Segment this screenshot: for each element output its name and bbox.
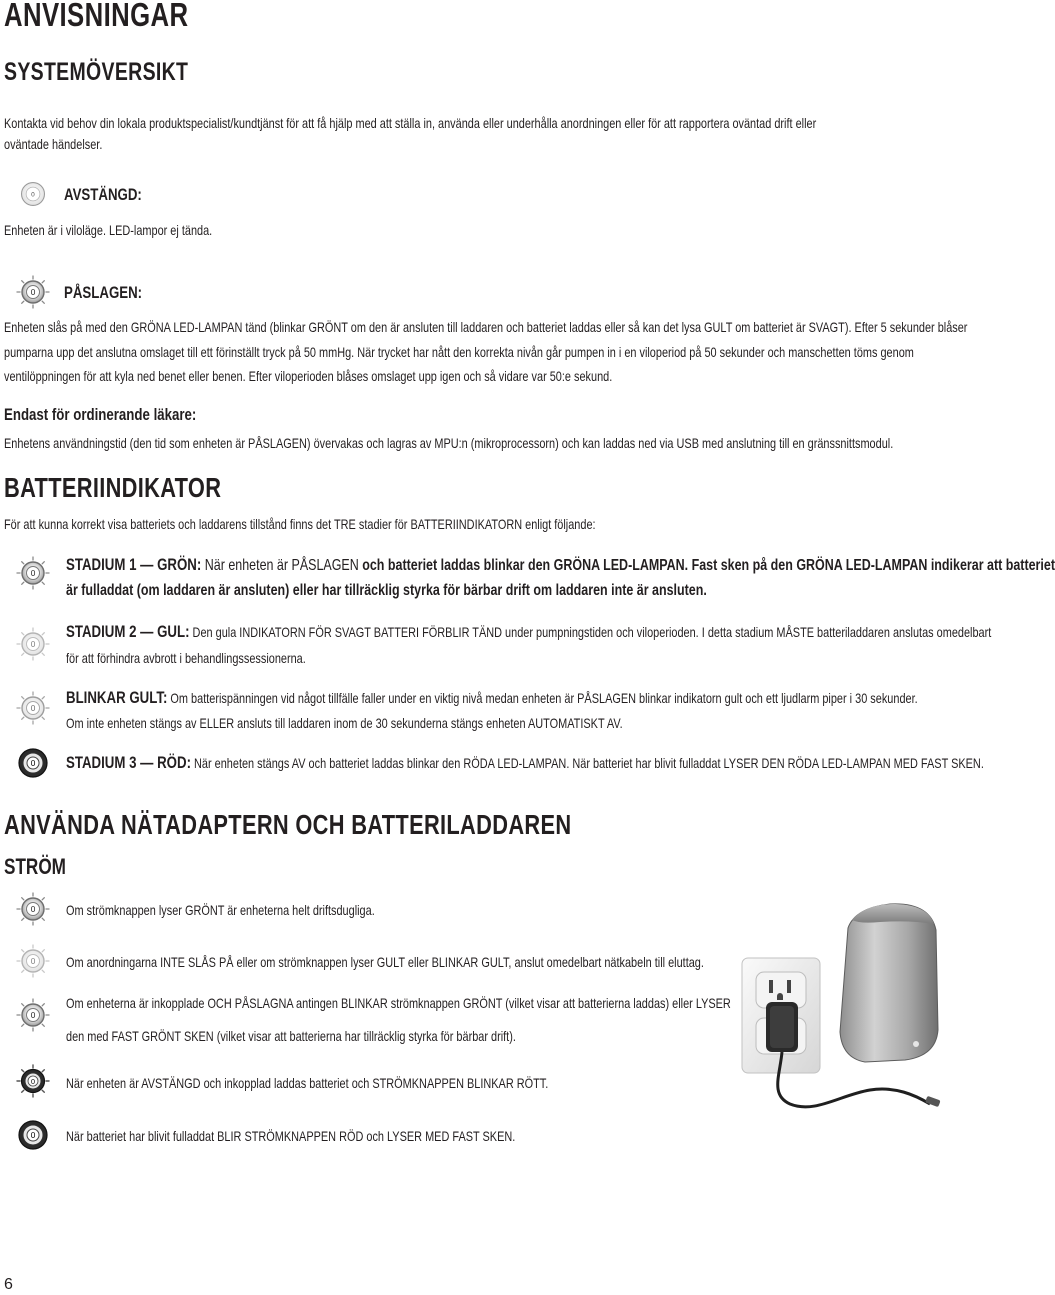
power-button-yellow-icon [16, 627, 50, 661]
svg-text:0: 0 [30, 759, 36, 768]
power-button-green-icon [16, 998, 50, 1032]
blink-text: Om batterispänningen vid något tillfälle faller under en viktig nivå medan enheten är PÅSLAGEN blinkar indikatorn gult och ett ljudlarm piper i 30 sekunder. [167, 690, 918, 706]
svg-text:0: 0 [30, 569, 36, 578]
subheading-power: STRÖM [4, 854, 66, 879]
charger-device-illustration [730, 890, 945, 1120]
power-item2: Om anordningarna INTE SLÅS PÅ eller om strömknappen lyser GULT eller BLINKAR GULT, anslut omedelbart nätkabeln till eluttag. [66, 954, 704, 970]
power-item3-line1: Om enheterna är inkopplade OCH PÅSLAGNA antingen BLINKAR strömknappen GRÖNT (vilket visar att batterierna laddas) eller LYSER [66, 995, 731, 1011]
svg-text:0: 0 [30, 704, 36, 713]
power-button-red-blinking-icon [16, 1064, 50, 1098]
stage1-line2: är fulladdat (om laddaren är ansluten) eller har tillräcklig styrka för bärbar drift om laddaren inte är ansluten. [66, 582, 707, 599]
page-number: 6 [4, 1276, 13, 1293]
section-heading-battery: BATTERIINDIKATOR [4, 472, 222, 503]
on-text-line3: ventilöppningen för att kyla ned benet eller benen. Efter viloperioden blåses omslaget upp igen och så vidare var 50:e sekund. [4, 368, 613, 384]
stage3-label: STADIUM 3 — RÖD: [66, 753, 191, 772]
power-item1: Om strömknappen lyser GRÖNT är enheterna helt driftsdugliga. [66, 902, 375, 918]
svg-text:0: 0 [30, 1131, 36, 1140]
blink-line2: Om inte enheten stängs av ELLER ansluts till laddaren inom de 30 sekunderna stängs enheten AUTOMATISKT AV. [66, 715, 623, 731]
power-item3-line2: den med FAST GRÖNT SKEN (vilket visar att batterierna har tillräcklig styrka för bärbar drift). [66, 1028, 516, 1044]
power-button-green-icon [16, 556, 50, 590]
svg-text:0: 0 [30, 1078, 36, 1086]
stage3-text: När enheten stängs AV och batteriet laddas blinkar den RÖDA LED-LAMPAN. När batteriet har blivit fulladdat LYSER DEN RÖDA LED-LAMPAN MED FAST SKEN. [190, 755, 984, 771]
off-label: AVSTÄNGD: [64, 185, 142, 204]
blink-line1 [66, 689, 918, 707]
power-button-on-icon [16, 275, 50, 309]
power-item4: När enheten är AVSTÄNGD och inkopplad laddas batteriet och STRÖMKNAPPEN BLINKAR RÖTT. [66, 1075, 549, 1091]
off-text: Enheten är i viloläge. LED-lampor ej tända. [4, 222, 213, 238]
on-text-line2: pumparna upp det anslutna omslaget till ett förinställt tryck på 50 mmHg. När trycket har nått den korrekta nivån går pumpen in i en viloperiod på 50 sekunder och manschetten töms genom [4, 344, 914, 360]
section-heading-adapter: ANVÄNDA NÄTADAPTERN OCH BATTERILADDAREN [4, 809, 572, 840]
page-title: ANVISNINGAR [4, 0, 189, 33]
physician-label: Endast för ordinerande läkare: [4, 405, 197, 424]
battery-intro: För att kunna korrekt visa batteriets och laddarens tillstånd finns det TRE stadier för BATTERIINDIKATORN enligt följande: [4, 516, 596, 532]
physician-text: Enhetens användningstid (den tid som enheten är PÅSLAGEN) övervakas och lagras av MPU:n (mikroprocessorn) och kan laddas ned via USB med anslutning till en gränssnittsmodul. [4, 435, 894, 451]
stage1-plain: När enheten är PÅSLAGEN [201, 557, 363, 574]
section-heading-overview: SYSTEMÖVERSIKT [4, 58, 189, 86]
svg-text:0: 0 [30, 288, 36, 297]
stage2-line1 [66, 623, 991, 641]
svg-text:0: 0 [30, 957, 36, 966]
svg-text:0: 0 [30, 640, 36, 649]
svg-text:0: 0 [31, 191, 35, 199]
stage2-label: STADIUM 2 — GUL: [66, 622, 190, 641]
power-button-red-icon [16, 746, 50, 780]
power-button-red-icon [16, 1118, 50, 1152]
power-button-green-icon [16, 892, 50, 926]
power-button-blinking-icon [16, 691, 50, 725]
blink-label: BLINKAR GULT: [66, 688, 168, 707]
overview-intro-line2: oväntade händelser. [4, 136, 103, 152]
stage1-label: STADIUM 1 — GRÖN: [66, 555, 202, 574]
stage3-line [66, 754, 984, 772]
stage1-line1 [66, 556, 1055, 575]
on-text-line1: Enheten slås på med den GRÖNA LED-LAMPAN tänd (blinkar GRÖNT om den är ansluten till laddaren och batteriet laddas eller så kan det lysa GULT om batteriet är SVAGT). Efter 5 sekunder blåser [4, 319, 968, 335]
overview-intro-line1: Kontakta vid behov din lokala produktspecialist/kundtjänst för att få hjälp med att ställa in, använda eller underhålla anordningen eller för att rapportera oväntad drift eller [4, 115, 817, 131]
power-button-off-icon [20, 181, 46, 207]
power-button-yellow-icon [16, 944, 50, 978]
on-label: PÅSLAGEN: [64, 283, 143, 302]
stage2-text: Den gula INDIKATORN FÖR SVAGT BATTERI FÖRBLIR TÄND under pumpningstiden och viloperioden. I detta stadium MÅSTE batteriladdaren anslutas omedelbart [189, 624, 992, 640]
stage1-bold: och batteriet laddas blinkar den GRÖNA LED-LAMPAN. Fast sken på den GRÖNA LED-LAMPAN indikerar att batteriet [362, 557, 1055, 574]
power-item5: När batteriet har blivit fulladdat BLIR STRÖMKNAPPEN RÖD och LYSER MED FAST SKEN. [66, 1128, 516, 1144]
svg-text:0: 0 [30, 1011, 36, 1020]
stage2-line2: för att förhindra avbrott i behandlingssessionerna. [66, 650, 306, 666]
svg-text:0: 0 [30, 905, 36, 914]
